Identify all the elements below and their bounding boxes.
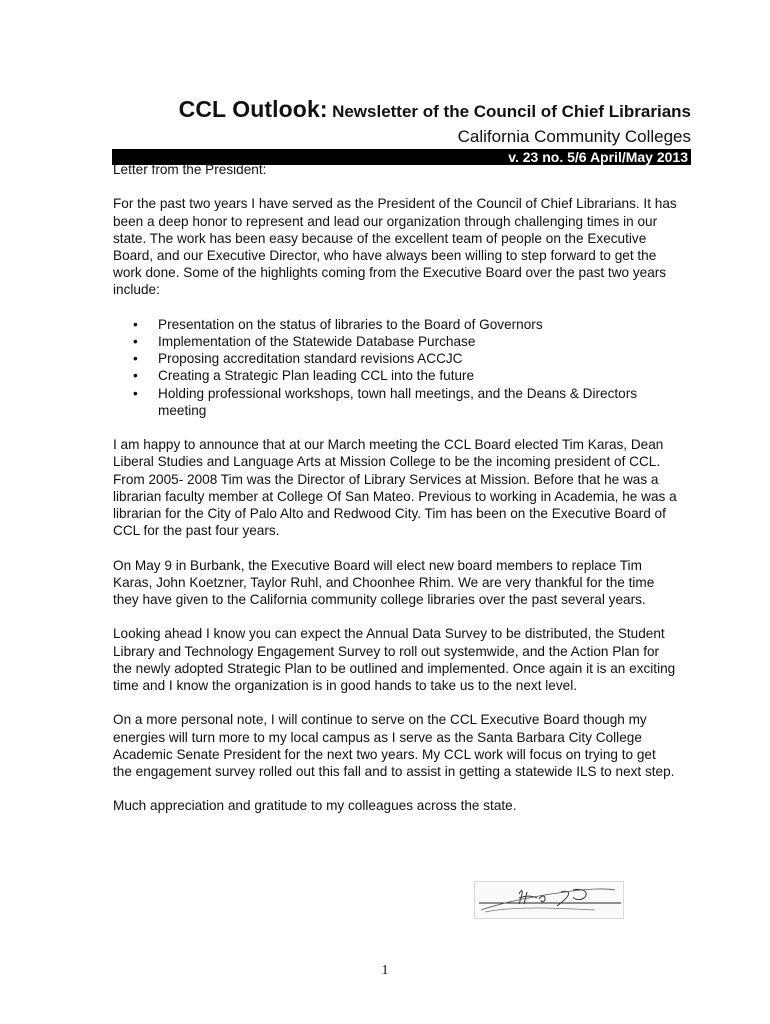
list-item-text: Presentation on the status of libraries to the Board of Governors (158, 316, 543, 332)
paragraph-board-election: On May 9 in Burbank, the Executive Board will elect new board members to replace Tim Karas, John Koetzner, Taylor Ruhl, and Choonhee Rhim. We are very thankful for the time they have given to the California community college libraries over the past several years. (113, 557, 655, 608)
list-item-text: Creating a Strategic Plan leading CCL into the future (158, 368, 475, 384)
bullet-icon: • (133, 385, 138, 401)
bullet-icon: • (133, 334, 138, 349)
page-number: 1 (381, 963, 389, 978)
paragraph-looking-ahead: Looking ahead I know you can expect the Annual Data Survey to be distributed, the Student Library and Technology Engagement Survey to roll out systemwide, and the Action Plan for the newly adopted Strategic Plan to be outlined and implemented. Once again it is an exciting time and I know the organization is in good hands to take us to the next level. (113, 626, 676, 694)
paragraph-closing: Much appreciation and gratitude to my colleagues across the state. (113, 798, 517, 814)
list-item-text: Holding professional workshops, town hall meetings, and the Deans & Directors meeting (158, 385, 638, 418)
list-item (113, 350, 678, 367)
list-item-text: Implementation of the Statewide Database Purchase (158, 334, 476, 349)
signature-image (474, 881, 624, 919)
bullet-icon: • (133, 351, 138, 367)
signature-icon (475, 882, 623, 918)
list-item (113, 367, 678, 384)
letter-body (113, 161, 678, 832)
paragraph-personal-note: On a more personal note, I will continue to serve on the CCL Executive Board though my energies will turn more to my local campus as I serve as the Santa Barbara City College Academic Senate President for the next two years. My CCL work will focus on trying to get the engagement survey rolled out this fall and to assist in getting a statewide ILS to next step. (113, 712, 675, 780)
list-item (113, 333, 678, 350)
list-item (113, 316, 678, 333)
highlights-list (113, 316, 678, 419)
bullet-icon: • (133, 316, 138, 332)
organization-name: California Community Colleges (457, 127, 691, 146)
list-item (113, 385, 678, 419)
newsletter-subtitle: Newsletter of the Council of Chief Librarians (332, 102, 691, 121)
list-item-text: Proposing accreditation standard revisions ACCJC (158, 351, 463, 367)
letter-heading: Letter from the President: (113, 162, 267, 177)
masthead-title-line (112, 94, 691, 128)
paragraph-new-president: I am happy to announce that at our March meeting the CCL Board elected Tim Karas, Dean Liberal Studies and Language Arts at Mission College to be the incoming president of CCL. From 2005- 2008 Tim was the Director of Library Services at Mission. Before that he was a librarian faculty member at College Of San Mateo. Previous to working in Academia, he was a librarian for the City of Palo Alto and Redwood City. Tim has been on the Executive Board of CCL for the past four years. (113, 437, 677, 539)
bullet-icon: • (133, 368, 138, 384)
newsletter-title: CCL Outlook: (178, 96, 328, 122)
intro-paragraph: For the past two years I have served as the President of the Council of Chief Librarians. It has been a deep honor to represent and lead our organization through challenging times in our state. The work has been easy because of the excellent team of people on the Executive Board, and our Executive Director, who have always been willing to step forward to get the work done. Some of the highlights coming from the Executive Board over the past two years include: (113, 196, 677, 298)
issue-bar: v. 23 no. 5/6 April/May 2013 (112, 149, 691, 165)
masthead (112, 94, 691, 165)
